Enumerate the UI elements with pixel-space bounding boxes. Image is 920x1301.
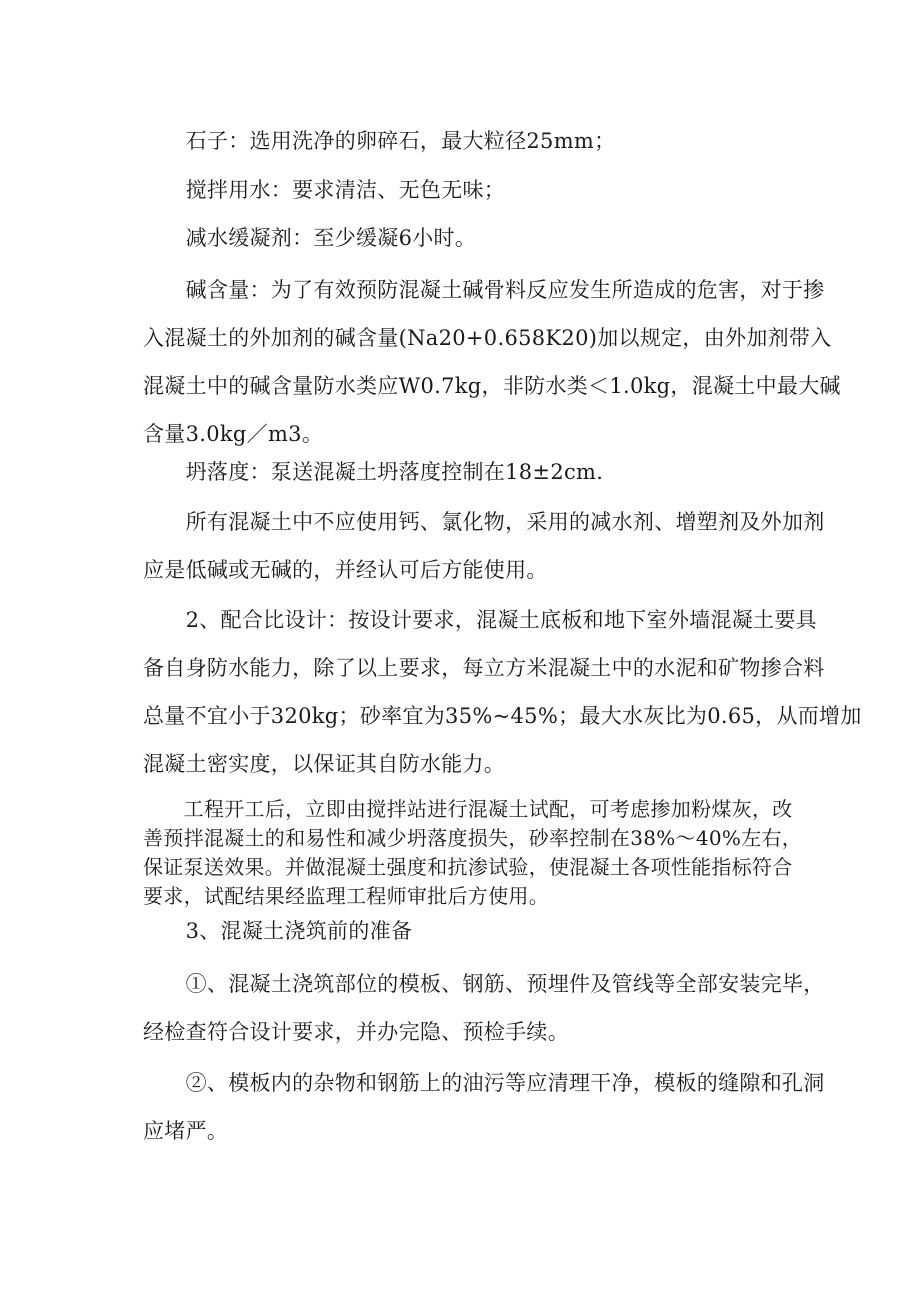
text-line: 入混凝土的外加剂的碱含量(Na20+0.658K20)加以规定，由外加剂带入: [143, 326, 832, 350]
text-line: 备自身防水能力，除了以上要求，每立方米混凝土中的水泥和矿物掺合料: [143, 656, 825, 680]
paragraph-mixing-water: [143, 166, 793, 214]
paragraph-formwork-cleaning: [143, 1059, 825, 1155]
paragraph-retarder: [143, 214, 793, 262]
text-line: 经检查符合设计要求，并办完隐、预检手续。: [143, 1020, 569, 1044]
paragraph-alkali-content: [143, 266, 841, 458]
paragraph-slump: [143, 448, 793, 496]
text-line: 3、混凝土浇筑前的准备: [143, 919, 413, 943]
text-line: 工程开工后，立即由搅拌站进行混凝土试配，可考虑掺加粉煤灰，改: [143, 797, 793, 821]
text-line: 总量不宜小于320kg；砂率宜为35%~45%；最大水灰比为0.65，从而增加: [143, 704, 862, 728]
text-line: 混凝土中的碱含量防水类应W0.7kg，非防水类＜1.0kg，混凝土中最大碱: [143, 374, 841, 398]
text-line: 应是低碱或无碱的，并经认可后方能使用。: [143, 558, 548, 582]
text-line: 应堵严。: [143, 1119, 229, 1143]
paragraph-chloride: [143, 498, 825, 594]
paragraph-stone: [143, 117, 793, 165]
text-line: 要求，试配结果经监理工程师审批后方使用。: [143, 884, 549, 908]
text-line: 碱含量：为了有效预防混凝土碱骨料反应发生所造成的危害，对于掺: [143, 278, 825, 302]
paragraph-trial-mix: [143, 795, 803, 911]
text-line: 石子：选用洗净的卵碎石，最大粒径25mm；: [143, 129, 616, 153]
section-heading-preparation: [143, 907, 793, 955]
paragraph-mix-design: [143, 596, 862, 788]
paragraph-formwork-check: [143, 960, 825, 1056]
text-line: ①、混凝土浇筑部位的模板、钢筋、预埋件及管线等全部安装完毕，: [143, 972, 825, 996]
text-line: ②、模板内的杂物和钢筋上的油污等应清理干净，模板的缝隙和孔洞: [143, 1071, 825, 1095]
text-line: 搅拌用水：要求清洁、无色无味；: [143, 178, 506, 202]
text-line: 减水缓凝剂：至少缓凝6小时。: [143, 226, 477, 250]
text-line: 混凝土密实度，以保证其自防水能力。: [143, 752, 506, 776]
text-line: 保证泵送效果。并做混凝土强度和抗渗试验，使混凝土各项性能指标符合: [143, 855, 793, 879]
text-line: 坍落度：泵送混凝土坍落度控制在18±2cm.: [143, 460, 604, 484]
text-line: 含量3.0kg／m3。: [143, 422, 324, 446]
text-line: 2、配合比设计：按设计要求，混凝土底板和地下室外墙混凝土要具: [143, 608, 817, 632]
text-line: 善预拌混凝土的和易性和减少坍落度损失，砂率控制在38%～40%左右，: [143, 826, 803, 850]
text-line: 所有混凝土中不应使用钙、氯化物，采用的减水剂、增塑剂及外加剂: [143, 510, 825, 534]
